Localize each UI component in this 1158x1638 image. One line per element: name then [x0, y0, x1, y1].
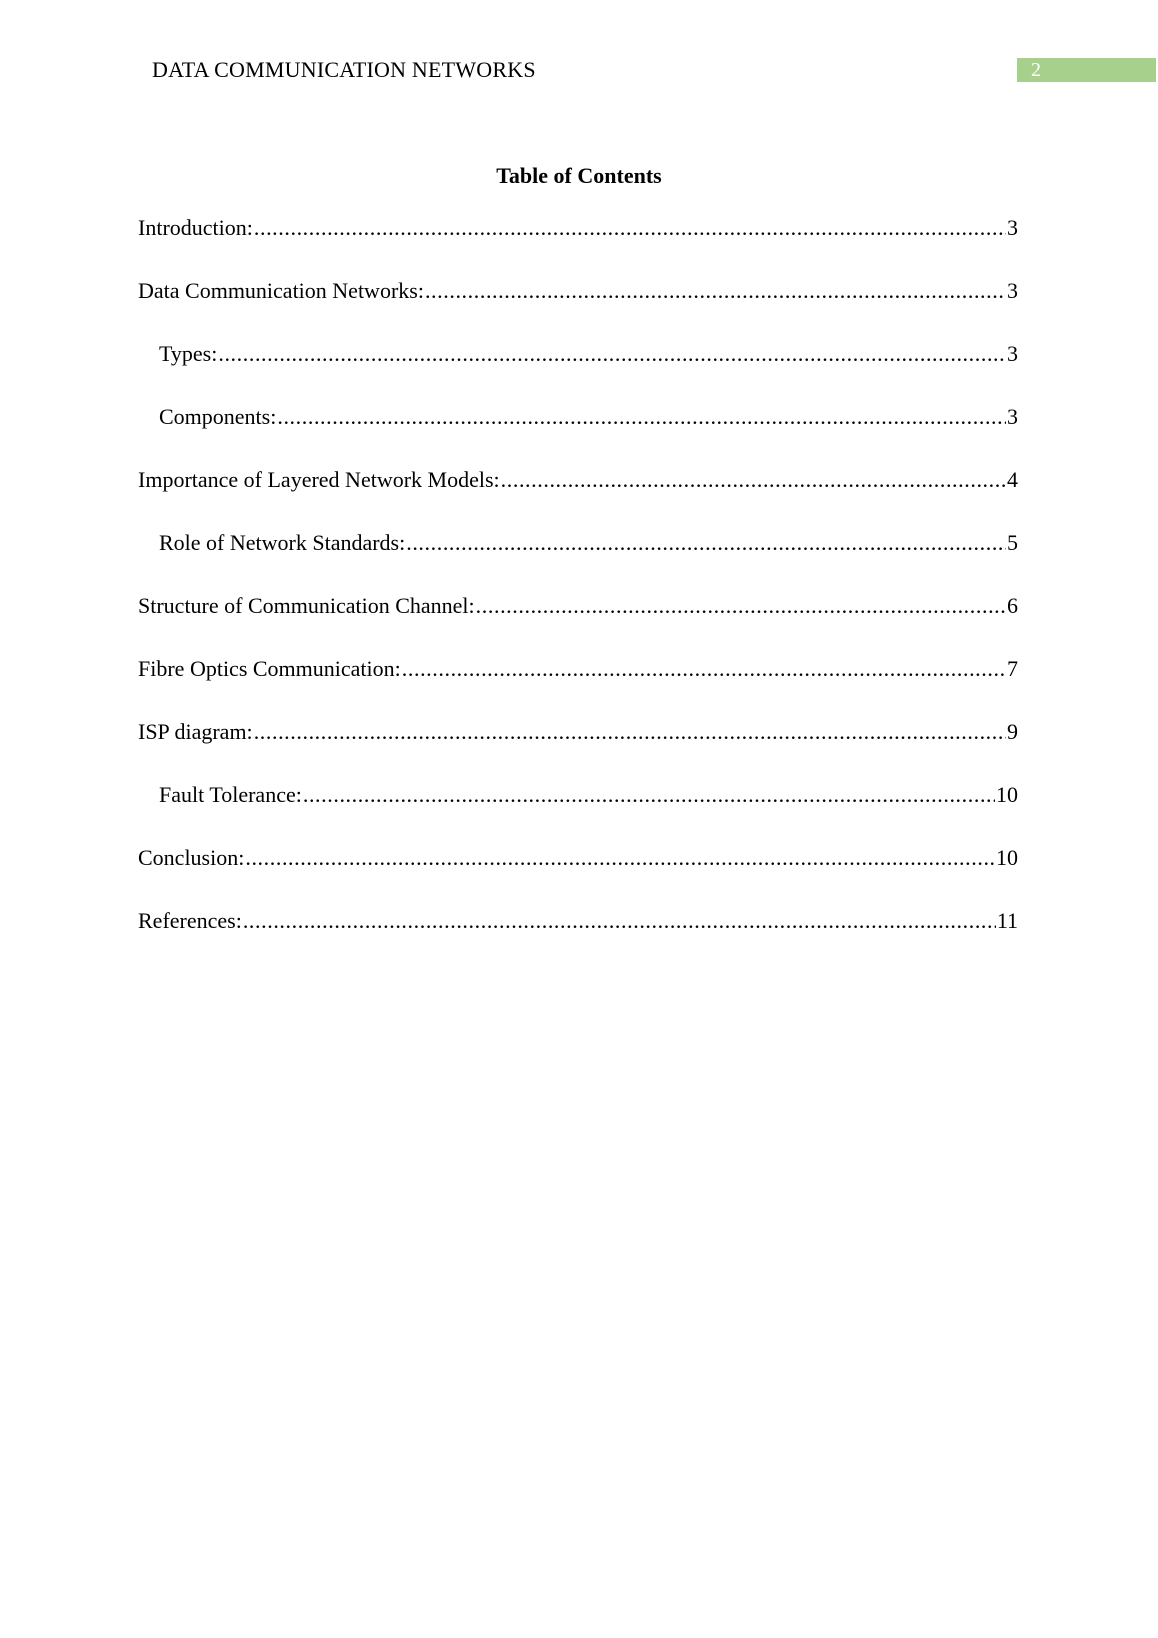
toc-entry-importance-of-layered-network-models[interactable] — [138, 466, 1018, 529]
toc-entry-label[interactable]: Data Communication Networks: — [138, 278, 424, 303]
toc-entry-label[interactable]: Structure of Communication Channel: — [138, 593, 475, 618]
toc-entry-label[interactable]: Fault Tolerance: — [159, 782, 302, 807]
toc-entry-structure-of-communication-channel[interactable] — [138, 592, 1018, 655]
toc-entry-page[interactable]: 10 — [996, 845, 1018, 870]
toc-entry-label[interactable]: ISP diagram: — [138, 719, 253, 744]
table-of-contents — [138, 214, 1018, 970]
toc-entry-fault-tolerance[interactable] — [138, 781, 1018, 844]
toc-entry-page[interactable]: 3 — [1007, 215, 1018, 240]
page-header — [0, 0, 1158, 90]
toc-dot-leader — [277, 403, 1006, 431]
toc-dot-leader — [402, 655, 1006, 683]
toc-entry-data-communication-networks[interactable] — [138, 277, 1018, 340]
toc-dot-leader — [303, 781, 995, 809]
toc-entry-conclusion[interactable] — [138, 844, 1018, 907]
toc-entry-page[interactable]: 10 — [996, 782, 1018, 807]
toc-dot-leader — [245, 844, 995, 872]
toc-entry-components[interactable] — [138, 403, 1018, 466]
toc-entry-label[interactable]: Importance of Layered Network Models: — [138, 467, 500, 492]
page-number: 2 — [1031, 59, 1041, 81]
toc-entry-role-of-network-standards[interactable] — [138, 529, 1018, 592]
toc-entry-page[interactable]: 3 — [1007, 404, 1018, 429]
toc-entry-page[interactable]: 6 — [1007, 593, 1018, 618]
toc-entry-page[interactable]: 3 — [1007, 341, 1018, 366]
toc-dot-leader — [243, 907, 996, 935]
toc-entry-isp-diagram[interactable] — [138, 718, 1018, 781]
toc-dot-leader — [254, 718, 1006, 746]
toc-entry-label[interactable]: Introduction: — [138, 215, 253, 240]
toc-dot-leader — [406, 529, 1006, 557]
toc-entry-references[interactable] — [138, 907, 1018, 970]
toc-entry-introduction[interactable] — [138, 214, 1018, 277]
toc-dot-leader — [425, 277, 1006, 305]
toc-dot-leader — [218, 340, 1006, 368]
toc-entry-page[interactable]: 11 — [996, 908, 1018, 933]
toc-entry-label[interactable]: Role of Network Standards: — [159, 530, 406, 555]
toc-dot-leader — [254, 214, 1006, 242]
page-number-badge — [1017, 58, 1156, 82]
toc-entry-label[interactable]: References: — [138, 908, 242, 933]
toc-entry-label[interactable]: Components: — [159, 404, 277, 429]
toc-dot-leader — [501, 466, 1006, 494]
toc-entry-label[interactable]: Fibre Optics Communication: — [138, 656, 401, 681]
toc-entry-types[interactable] — [138, 340, 1018, 403]
toc-entry-label[interactable]: Conclusion: — [138, 845, 245, 870]
toc-entry-page[interactable]: 3 — [1007, 278, 1018, 303]
toc-entry-page[interactable]: 7 — [1007, 656, 1018, 681]
toc-dot-leader — [476, 592, 1006, 620]
toc-entry-page[interactable]: 5 — [1007, 530, 1018, 555]
toc-heading: Table of Contents — [496, 163, 662, 188]
toc-entry-page[interactable]: 4 — [1007, 467, 1018, 492]
header-title: DATA COMMUNICATION NETWORKS — [152, 57, 536, 82]
toc-entry-label[interactable]: Types: — [159, 341, 218, 366]
toc-entry-fibre-optics-communication[interactable] — [138, 655, 1018, 718]
toc-entry-page[interactable]: 9 — [1007, 719, 1018, 744]
